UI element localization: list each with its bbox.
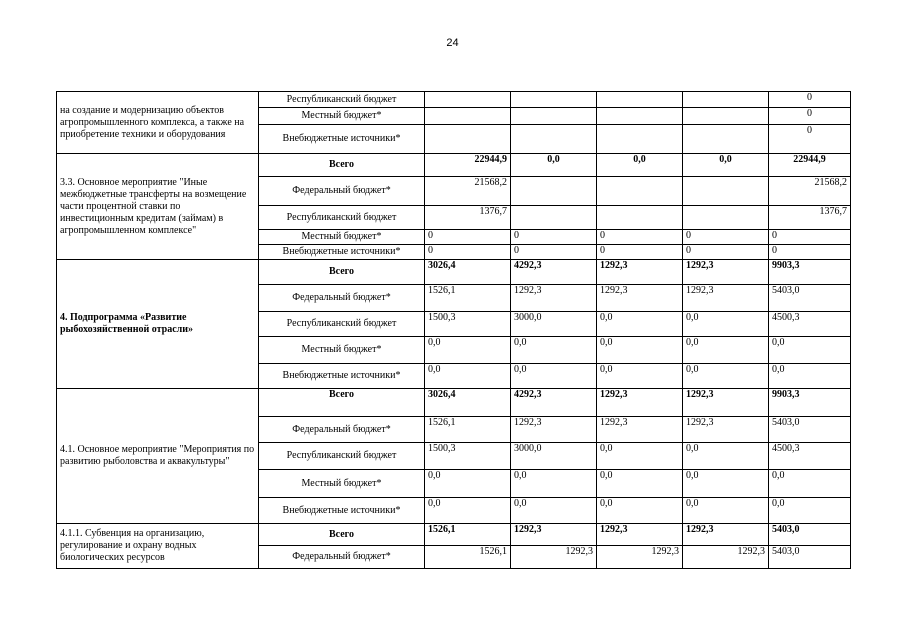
value-cell: 1292,3 (597, 389, 683, 417)
value-cell: 0,0 (683, 154, 769, 177)
value-cell: 1292,3 (597, 285, 683, 312)
value-cell: 0,0 (683, 498, 769, 524)
value-cell: 1292,3 (597, 524, 683, 546)
activity-label: 4. Подпрограмма «Развитие рыбохозяйственной отрасли» (57, 260, 259, 389)
value-cell (511, 206, 597, 230)
value-cell: 0,0 (597, 154, 683, 177)
value-cell: 1292,3 (597, 417, 683, 443)
value-cell (425, 108, 511, 125)
value-cell: 0,0 (769, 337, 851, 364)
value-cell: 1292,3 (597, 260, 683, 285)
value-cell (597, 108, 683, 125)
value-cell: 0,0 (683, 312, 769, 337)
value-cell: 1292,3 (597, 546, 683, 569)
value-cell: 1376,7 (769, 206, 851, 230)
table-row (57, 154, 851, 177)
funding-source: Федеральный бюджет* (259, 177, 425, 206)
funding-source: Федеральный бюджет* (259, 285, 425, 312)
value-cell: 1292,3 (511, 524, 597, 546)
value-cell: 22944,9 (769, 154, 851, 177)
value-cell: 0,0 (597, 498, 683, 524)
activity-label: 4.1. Основное мероприятие "Мероприятия по развитию рыболовства и аквакультуры" (57, 389, 259, 524)
value-cell: 0,0 (425, 498, 511, 524)
value-cell: 4292,3 (511, 260, 597, 285)
value-cell: 3000,0 (511, 443, 597, 470)
value-cell: 0 (683, 245, 769, 260)
value-cell: 0 (769, 125, 851, 154)
value-cell: 22944,9 (425, 154, 511, 177)
value-cell: 9903,3 (769, 260, 851, 285)
value-cell: 0 (769, 108, 851, 125)
value-cell (683, 206, 769, 230)
value-cell: 0,0 (683, 443, 769, 470)
value-cell: 0,0 (511, 364, 597, 389)
value-cell: 1526,1 (425, 546, 511, 569)
value-cell: 0,0 (511, 337, 597, 364)
value-cell: 0 (683, 230, 769, 245)
funding-source: Республиканский бюджет (259, 443, 425, 470)
value-cell: 3026,4 (425, 260, 511, 285)
funding-source: Внебюджетные источники* (259, 125, 425, 154)
funding-source: Республиканский бюджет (259, 312, 425, 337)
budget-table-body (57, 92, 851, 569)
value-cell: 1292,3 (683, 417, 769, 443)
funding-source: Внебюджетные источники* (259, 498, 425, 524)
value-cell: 5403,0 (769, 546, 851, 569)
value-cell: 0,0 (511, 498, 597, 524)
value-cell: 0 (425, 245, 511, 260)
value-cell (683, 108, 769, 125)
value-cell: 9903,3 (769, 389, 851, 417)
value-cell: 4292,3 (511, 389, 597, 417)
value-cell (511, 177, 597, 206)
value-cell: 0 (769, 92, 851, 108)
value-cell: 4500,3 (769, 443, 851, 470)
value-cell: 1292,3 (683, 260, 769, 285)
value-cell: 0 (769, 245, 851, 260)
value-cell: 4500,3 (769, 312, 851, 337)
value-cell: 0 (769, 230, 851, 245)
funding-source: Республиканский бюджет (259, 206, 425, 230)
value-cell: 0,0 (683, 337, 769, 364)
value-cell: 0,0 (425, 364, 511, 389)
funding-source: Всего (259, 524, 425, 546)
value-cell: 0,0 (511, 470, 597, 498)
value-cell (683, 92, 769, 108)
value-cell: 1292,3 (683, 389, 769, 417)
funding-source: Всего (259, 154, 425, 177)
value-cell: 0,0 (597, 364, 683, 389)
value-cell: 1292,3 (511, 417, 597, 443)
value-cell: 0 (511, 245, 597, 260)
value-cell: 0,0 (597, 337, 683, 364)
value-cell: 0,0 (597, 443, 683, 470)
value-cell (511, 125, 597, 154)
value-cell: 0,0 (683, 364, 769, 389)
value-cell: 21568,2 (769, 177, 851, 206)
value-cell: 0 (425, 230, 511, 245)
page-number: 24 (446, 37, 459, 49)
value-cell (597, 177, 683, 206)
activity-label: 4.1.1. Субвенция на организацию, регулирование и охрану водных биологических ресурсов (57, 524, 259, 569)
value-cell: 0 (597, 245, 683, 260)
value-cell (683, 125, 769, 154)
value-cell (511, 92, 597, 108)
value-cell: 1292,3 (511, 546, 597, 569)
value-cell: 0,0 (769, 364, 851, 389)
value-cell: 1376,7 (425, 206, 511, 230)
value-cell (425, 125, 511, 154)
budget-table (56, 91, 851, 569)
funding-source: Республиканский бюджет (259, 92, 425, 108)
value-cell (511, 108, 597, 125)
funding-source: Федеральный бюджет* (259, 417, 425, 443)
value-cell: 1292,3 (511, 285, 597, 312)
value-cell: 21568,2 (425, 177, 511, 206)
value-cell (597, 125, 683, 154)
funding-source: Всего (259, 389, 425, 417)
value-cell: 0,0 (597, 470, 683, 498)
value-cell (425, 92, 511, 108)
value-cell: 0,0 (597, 312, 683, 337)
value-cell: 0,0 (425, 337, 511, 364)
funding-source: Всего (259, 260, 425, 285)
value-cell: 0 (511, 230, 597, 245)
value-cell: 1526,1 (425, 285, 511, 312)
funding-source: Местный бюджет* (259, 108, 425, 125)
value-cell: 5403,0 (769, 524, 851, 546)
activity-label: 3.3. Основное мероприятие "Иные межбюджетные трансферты на возмещение части процентной ставки по инвестиционным кредитам (займам) в агропромышленном комплексе" (57, 154, 259, 260)
funding-source: Федеральный бюджет* (259, 546, 425, 569)
table-row (57, 389, 851, 417)
table-row (57, 260, 851, 285)
value-cell: 0,0 (425, 470, 511, 498)
value-cell (597, 206, 683, 230)
funding-source: Местный бюджет* (259, 337, 425, 364)
value-cell: 0 (597, 230, 683, 245)
value-cell: 0,0 (769, 498, 851, 524)
funding-source: Внебюджетные источники* (259, 245, 425, 260)
value-cell: 5403,0 (769, 417, 851, 443)
value-cell: 1500,3 (425, 443, 511, 470)
value-cell: 0,0 (683, 470, 769, 498)
value-cell: 5403,0 (769, 285, 851, 312)
value-cell: 0,0 (769, 470, 851, 498)
table-row (57, 92, 851, 108)
value-cell: 1292,3 (683, 285, 769, 312)
value-cell (597, 92, 683, 108)
value-cell: 1292,3 (683, 524, 769, 546)
table-row (57, 524, 851, 546)
value-cell: 3026,4 (425, 389, 511, 417)
value-cell: 1526,1 (425, 524, 511, 546)
funding-source: Местный бюджет* (259, 470, 425, 498)
value-cell: 1526,1 (425, 417, 511, 443)
funding-source: Внебюджетные источники* (259, 364, 425, 389)
value-cell: 0,0 (511, 154, 597, 177)
value-cell: 3000,0 (511, 312, 597, 337)
value-cell: 1292,3 (683, 546, 769, 569)
funding-source: Местный бюджет* (259, 230, 425, 245)
activity-label: на создание и модернизацию объектов агропромышленного комплекса, а также на приобретение техники и оборудования (57, 92, 259, 154)
value-cell: 1500,3 (425, 312, 511, 337)
value-cell (683, 177, 769, 206)
